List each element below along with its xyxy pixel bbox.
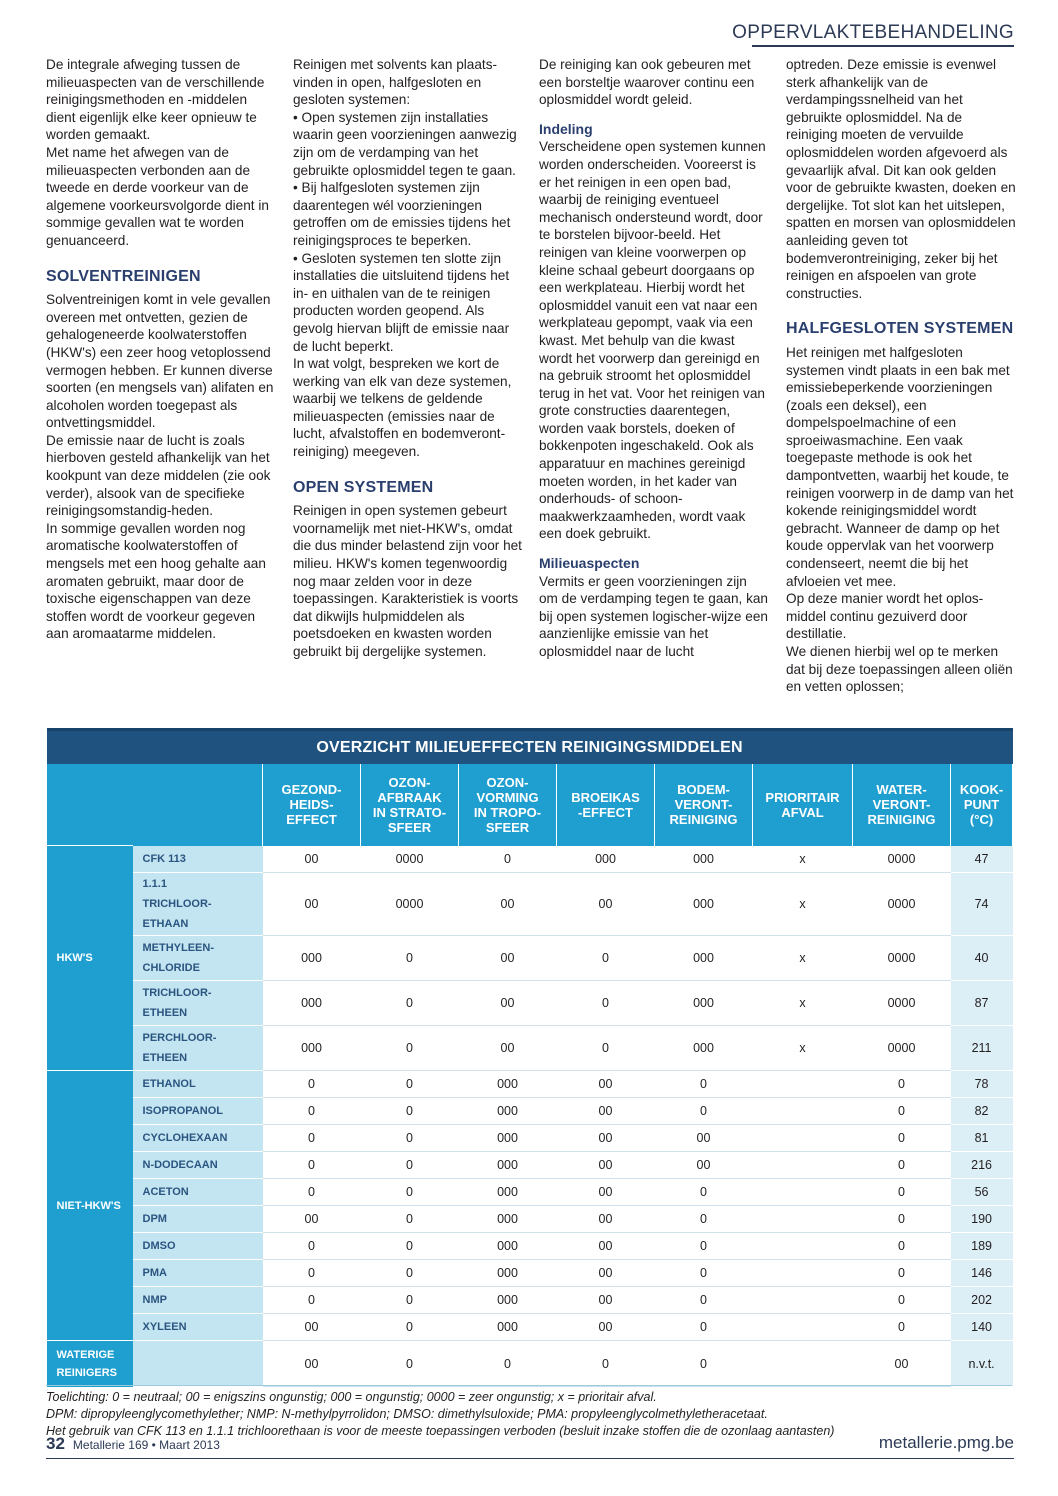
table-cell: 0000	[361, 846, 459, 873]
paragraph: De integrale afweging tussen de milieuaspecten van de verschillende reinigingsmethoden en -middelen dient eigenlijk elke keer opnieuw te worden gemaakt.	[46, 57, 265, 143]
table-cell: 00	[557, 1314, 655, 1341]
subheading-indeling: Indeling	[539, 120, 593, 137]
row-label-line: NMP	[142, 1294, 167, 1306]
column-header-line: PRIORITAIR	[765, 789, 840, 805]
table-cell: 0	[655, 1260, 753, 1287]
table-cell: 0	[263, 1260, 361, 1287]
column-header-line: (°C)	[969, 812, 994, 828]
table-cell: 000	[263, 936, 361, 981]
table-row	[47, 1287, 1013, 1314]
table-cell: 000	[459, 1071, 557, 1098]
table-cell: 0	[655, 1071, 753, 1098]
table-cell: 00	[557, 1125, 655, 1152]
table-cell: 0	[263, 1152, 361, 1179]
row-label-line: XYLEEN	[142, 1321, 187, 1333]
table-cell: 0000	[853, 873, 951, 936]
column-header	[557, 764, 655, 846]
table-cell: n.v.t.	[951, 1341, 1013, 1387]
row-label	[133, 846, 263, 873]
table-cell: 78	[951, 1071, 1013, 1098]
table-cell: 0	[557, 1341, 655, 1387]
table-row	[47, 1152, 1013, 1179]
table-cell: 000	[655, 1026, 753, 1071]
table-cell: 00	[263, 1314, 361, 1341]
table-cell: 0	[853, 1287, 951, 1314]
row-label	[133, 1026, 263, 1071]
table-cell: 0	[361, 981, 459, 1026]
table-cell: 211	[951, 1026, 1013, 1071]
table-cell: 00	[459, 873, 557, 936]
row-label-line: DPM	[142, 1213, 167, 1225]
column-header-line: KOOK-	[959, 782, 1004, 798]
table-row	[47, 936, 1013, 981]
column-header-line: AFBRAAK	[377, 789, 442, 805]
table-cell: 000	[655, 873, 753, 936]
table-cell	[753, 1341, 853, 1387]
column-header	[263, 764, 361, 846]
table-cell: 000	[557, 846, 655, 873]
paragraph: Vermits er geen voorzieningen zijn om de verdamping tegen te gaan, kan bij open systemen logischer-wijze een aanzienlijke emissie van het oplosmiddel naar de lucht	[539, 573, 768, 659]
table-cell: x	[753, 846, 853, 873]
table-title: OVERZICHT MILIEUEFFECTEN REINIGINGSMIDDELEN	[47, 730, 1013, 765]
paragraph: Verscheidene open systemen kunnen worden onderscheiden. Vooreerst is er het reinigen in een open bad, waarbij de reiniging eventueel mechanisch ondersteund wordt, door te borstelen bijvoor-beeld. Het reinigen van kleine voorwerpen op kleine schaal gebeurt doorgaans op een werkplateau. Hierbij wordt het oplosmiddel vanuit een vat naar een werkplateau gepompt, vaak via een kwast. Met behulp van die kwast wordt het voorwerp dan gereinigd en na gebruik stroomt het oplosmiddel terug in het vat. Voor het reinigen van grote constructies daarentegen, worden vaak borstels, doeken of bokkenpoten ingeschakeld. Ook als apparatuur en machines gereinigd moeten worden, in het kader van onderhouds- of schoon-maakwerkzaamheden, wordt vaak een doek gebruikt.	[539, 139, 766, 542]
table-cell	[753, 1206, 853, 1233]
row-label	[133, 1071, 263, 1098]
row-label-line: ETHEEN	[142, 1052, 188, 1064]
table-cell: 0	[853, 1152, 951, 1179]
column-header-line: SFEER	[485, 819, 530, 835]
table-body	[47, 846, 1013, 1387]
row-label-line: PERCHLOOR-	[142, 1032, 217, 1044]
paragraph: Het reinigen met halfgesloten systemen vindt plaats in een bak met emissiebeperkende voorzieningen (zoals een deksel), een dompelspoelmachine of een sproeiwasmachine. Een vaak toegepaste methode is ook het dampontvetten, waarbij het koude, te reinigen voorwerp in de damp van het kokende reinigingsmiddel wordt gebracht. Wanneer de damp op het koude oppervlak van het voorwerp condenseert, neemt die bij het afvloeien vet mee.	[786, 344, 1014, 589]
column-header-line: HEIDS-	[289, 797, 334, 813]
row-label-line: ETHAAN	[142, 918, 189, 930]
column-header	[753, 764, 853, 846]
footer-website-link[interactable]: metallerie.pmg.be	[878, 1433, 1014, 1452]
table-cell: 0	[557, 981, 655, 1026]
paragraph: In wat volgt, bespreken we kort de werking van elk van deze systemen, waarbij we telkens de geldende milieuaspecten (emissies naar de lucht, afvalstoffen en bodemveront-reiniging) meegeven.	[293, 356, 512, 460]
table-cell: 0	[853, 1071, 951, 1098]
table-cell: 74	[951, 873, 1013, 936]
row-group-label: HKW'S	[47, 846, 133, 1071]
table-cell: 000	[459, 1098, 557, 1125]
row-label	[133, 981, 263, 1026]
table-cell: 00	[557, 1260, 655, 1287]
table-cell	[753, 1314, 853, 1341]
heading-halfgesloten-systemen: HALFGESLOTEN SYSTEMEN	[786, 320, 1014, 338]
text-column-2	[293, 56, 523, 661]
table-cell: 00	[557, 1233, 655, 1260]
bullet-item: • Open systemen zijn installaties waarin geen voorzieningen aanwezig zijn om de verdamping van het gebruikte oplosmiddel tegen te gaan.	[293, 109, 517, 178]
header-blank	[47, 764, 263, 846]
table-cell: 000	[459, 1287, 557, 1314]
table-cell: 00	[557, 1071, 655, 1098]
column-header-line: OZON-	[388, 774, 431, 790]
column-header	[361, 764, 459, 846]
paragraph: Op deze manier wordt het oplos-middel continu gezuiverd door destillatie.	[786, 591, 984, 642]
table-cell: 216	[951, 1152, 1013, 1179]
table-cell: 000	[459, 1206, 557, 1233]
table-cell: 0	[263, 1071, 361, 1098]
column-header-line: VERONT-	[674, 797, 733, 813]
column-header-line: -EFFECT	[578, 804, 633, 820]
column-header-line: EFFECT	[286, 812, 337, 828]
footer-rule	[46, 1458, 1014, 1459]
column-header-line: BROEIKAS	[571, 789, 640, 805]
text-column-4	[786, 56, 1016, 696]
table-cell: 0000	[853, 936, 951, 981]
paragraph: Reinigen met solvents kan plaats-vinden in open, halfgesloten en gesloten systemen:	[293, 57, 498, 108]
row-label-line: PMA	[142, 1267, 167, 1279]
row-label-line: CHLORIDE	[142, 962, 200, 974]
column-header-line: IN TROPO-	[473, 804, 542, 820]
table-cell: 0	[263, 1179, 361, 1206]
table-cell: 00	[263, 1206, 361, 1233]
row-label	[133, 1287, 263, 1314]
table-cell: 000	[655, 846, 753, 873]
table-cell: 0	[361, 1314, 459, 1341]
table-cell: 000	[459, 1152, 557, 1179]
section-rule	[752, 45, 1014, 47]
table-cell: 0	[655, 1341, 753, 1387]
note-prohibition: Het gebruik van CFK 113 en 1.1.1 trichloorethaan is voor de meeste toepassingen verboden (besluit inzake stoffen die de ozonlaag aantasten)	[46, 1424, 835, 1438]
row-label	[133, 1233, 263, 1260]
row-label-line: TRICHLOOR-	[142, 898, 212, 910]
column-header-line: OZON-	[486, 774, 529, 790]
table-cell: 40	[951, 936, 1013, 981]
heading-open-systemen: OPEN SYSTEMEN	[293, 478, 434, 496]
table-cell: 000	[459, 1125, 557, 1152]
table-cell	[753, 1071, 853, 1098]
row-label-line: ACETON	[142, 1186, 189, 1198]
paragraph: Solventreinigen komt in vele gevallen overeen met ontvetten, gezien de gehalogeneerde koolwaterstoffen (HKW's) een zeer hoog vetoplossend vermogen hebben. Er kunnen diverse soorten (en mengsels van) alifaten en alcoholen worden toegepast als ontvettingsmiddel.	[46, 292, 274, 431]
text-column-3	[539, 56, 769, 661]
column-header-line: REINIGING	[669, 812, 738, 828]
table-row	[47, 1233, 1013, 1260]
table-cell: 0	[361, 936, 459, 981]
table-cell: 0	[655, 1098, 753, 1125]
table-row	[47, 846, 1013, 873]
table-cell: 0000	[853, 1026, 951, 1071]
table-row	[47, 1206, 1013, 1233]
table-cell: 0	[459, 846, 557, 873]
column-header-line: SFEER	[387, 819, 432, 835]
paragraph: Met name het afwegen van de milieuaspecten verbonden aan de tweede en derde voorkeur van de algemene voorkeursvolgorde dient in sommige gevallen wat te worden genuanceerd.	[46, 144, 269, 248]
row-label	[133, 1152, 263, 1179]
table-cell: 00	[557, 1179, 655, 1206]
row-label-line: CFK 113	[142, 852, 186, 865]
table-cell: 00	[557, 873, 655, 936]
table-cell	[753, 1179, 853, 1206]
row-label	[133, 1341, 263, 1387]
table-cell: 0	[361, 1287, 459, 1314]
table-cell: 0	[361, 1206, 459, 1233]
table-cell: x	[753, 936, 853, 981]
table-cell: 00	[557, 1206, 655, 1233]
text-column-1	[46, 56, 276, 643]
paragraph: De reiniging kan ook gebeuren met een borsteltje waarover continu een oplosmiddel wordt geleid.	[539, 57, 755, 108]
page-number: 32	[46, 1434, 65, 1453]
table-cell: 0000	[853, 846, 951, 873]
row-label-line: CYCLOHEXAAN	[142, 1132, 228, 1144]
table-cell: 00	[459, 981, 557, 1026]
table-cell: 000	[655, 981, 753, 1026]
table-cell: 000	[459, 1314, 557, 1341]
table-cell: 0	[655, 1233, 753, 1260]
bullet-item: • Gesloten systemen ten slotte zijn installaties die uitsluitend tijdens het in- en uithalen van de te reinigen producten worden geopend. Als gevolg hiervan blijft de emissie naar de lucht beperkt.	[293, 250, 510, 354]
table-cell: 140	[951, 1314, 1013, 1341]
row-label	[133, 1179, 263, 1206]
table-cell: 00	[557, 1287, 655, 1314]
table-cell: 0	[361, 1260, 459, 1287]
table-cell	[753, 1233, 853, 1260]
row-label	[133, 1125, 263, 1152]
table-cell	[753, 1152, 853, 1179]
table-cell: 00	[263, 873, 361, 936]
table-cell: 00	[655, 1125, 753, 1152]
table-cell: 0	[853, 1260, 951, 1287]
table-row	[47, 1098, 1013, 1125]
table-bottom-rule	[46, 1385, 1012, 1386]
row-label	[133, 1098, 263, 1125]
table-cell: 00	[459, 1026, 557, 1071]
column-header	[853, 764, 951, 846]
column-header-line: VORMING	[476, 789, 539, 805]
table-cell: 0	[263, 1098, 361, 1125]
table-cell: 0	[263, 1287, 361, 1314]
column-header-line: PUNT	[963, 797, 1000, 813]
footer-issue	[46, 1434, 220, 1454]
row-label	[133, 1260, 263, 1287]
table-cell: 00	[557, 1152, 655, 1179]
note-legend: Toelichting: 0 = neutraal; 00 = enigszins ongunstig; 000 = ongunstig; 0000 = zeer ongunstig; x = prioritair afval.	[46, 1390, 657, 1404]
row-label-line: DMSO	[142, 1240, 176, 1252]
table-cell: 0	[459, 1341, 557, 1387]
table-cell: 202	[951, 1287, 1013, 1314]
table-cell: 47	[951, 846, 1013, 873]
row-label	[133, 1314, 263, 1341]
column-header-line: GEZOND-	[281, 782, 342, 798]
table-cell	[753, 1260, 853, 1287]
row-group-label: WATERIGE REINIGERS	[47, 1341, 133, 1387]
table-cell: 0	[263, 1125, 361, 1152]
table-cell: 0	[853, 1233, 951, 1260]
table-cell: 56	[951, 1179, 1013, 1206]
table-cell: 0	[361, 1341, 459, 1387]
overview-table-wrapper	[46, 728, 1012, 1387]
table-cell: 0	[361, 1071, 459, 1098]
table-cell: 146	[951, 1260, 1013, 1287]
table-cell: x	[753, 1026, 853, 1071]
row-label	[133, 873, 263, 936]
table-cell: 00	[557, 1098, 655, 1125]
table-row	[47, 1071, 1013, 1098]
table-cell: 00	[655, 1152, 753, 1179]
table-cell: 0	[655, 1314, 753, 1341]
table-cell: 0	[853, 1314, 951, 1341]
table-cell: 00	[853, 1341, 951, 1387]
column-header-line: VERONT-	[872, 797, 931, 813]
table-row	[47, 873, 1013, 936]
table-cell: 82	[951, 1098, 1013, 1125]
column-header	[459, 764, 557, 846]
table-cell: 00	[459, 936, 557, 981]
table-cell	[753, 1125, 853, 1152]
row-label-line: ETHANOL	[142, 1078, 196, 1090]
note-abbreviations: DPM: dipropyleenglycomethylether; NMP: N-methylpyrrolidon; DMSO: dimethylsuloxide; PMA: propyleenglycolmethyletheracetaat.	[46, 1407, 768, 1421]
overview-table	[46, 728, 1013, 1387]
table-cell: 0	[557, 1026, 655, 1071]
table-row	[47, 1125, 1013, 1152]
heading-solventreinigen: SOLVENTREINIGEN	[46, 267, 201, 285]
table-cell: 00	[263, 1341, 361, 1387]
row-label	[133, 1206, 263, 1233]
row-label-line: ISOPROPANOL	[142, 1105, 223, 1117]
table-cell: 189	[951, 1233, 1013, 1260]
table-cell: x	[753, 873, 853, 936]
row-label-line: 1.1.1	[142, 878, 167, 890]
column-header-line: REINIGING	[867, 812, 936, 828]
table-cell: 0	[655, 1179, 753, 1206]
table-cell: 0	[655, 1206, 753, 1233]
paragraph: De emissie naar de lucht is zoals hierboven gesteld afhankelijk van het kookpunt van deze middelen (zie ook verder), alsook van de specifieke reinigingsomstandig-heden.	[46, 432, 271, 519]
table-cell: 0	[361, 1152, 459, 1179]
table-row	[47, 1341, 1013, 1387]
paragraph: In sommige gevallen worden nog aromatische koolwaterstoffen of mengsels met een hoog gehalte aan aromaten gebruikt, maar door de toxische eigenschappen van deze stoffen wordt de voorkeur gegeven aan aromaatarme middelen.	[46, 520, 266, 642]
table-row	[47, 981, 1013, 1026]
paragraph: optreden. Deze emissie is evenwel sterk afhankelijk van de verdampingssnelheid van het gebruikte oplosmiddel. Na de reiniging moeten de vervuilde oplosmiddelen worden afgevoerd als gevaarlijk afval. Dit kan ook gelden voor de gebruikte kwasten, doeken en dergelijke. Tot slot kan het uitslepen, spatten en morsen van oplosmiddelen aanleiding geven tot bodemverontreiniging, zeker bij het reinigen en afspoelen van grote constructies.	[786, 57, 1016, 301]
table-cell: 0	[853, 1125, 951, 1152]
paragraph: We dienen hierbij wel op te merken dat bij deze toepassingen alleen oliën en vetten oplossen;	[786, 644, 1013, 695]
table-cell: x	[753, 981, 853, 1026]
table-cell: 190	[951, 1206, 1013, 1233]
section-title: OPPERVLAKTEBEHANDELING	[732, 22, 1014, 43]
table-cell	[753, 1098, 853, 1125]
column-header-line: WATER-	[876, 782, 927, 798]
table-cell: 0	[263, 1233, 361, 1260]
subheading-milieuaspecten: Milieuaspecten	[539, 555, 640, 572]
row-label-line: ETHEEN	[142, 1007, 188, 1019]
column-header-line: AFVAL	[781, 804, 824, 820]
row-label-line: METHYLEEN-	[142, 942, 214, 954]
table-cell: 87	[951, 981, 1013, 1026]
table-cell: 0	[361, 1125, 459, 1152]
table-cell: 0000	[361, 873, 459, 936]
table-cell: 000	[459, 1233, 557, 1260]
row-group-label: NIET-HKW'S	[47, 1071, 133, 1341]
table-cell: 0000	[853, 981, 951, 1026]
table-cell	[753, 1287, 853, 1314]
column-header	[951, 764, 1013, 846]
row-label	[133, 936, 263, 981]
row-label-line: TRICHLOOR-	[142, 987, 212, 999]
table-cell: 000	[459, 1179, 557, 1206]
table-cell: 0	[361, 1233, 459, 1260]
column-header-line: IN STRATO-	[372, 804, 447, 820]
table-cell: 0	[853, 1179, 951, 1206]
table-cell: 000	[459, 1260, 557, 1287]
issue-info: Metallerie 169 • Maart 2013	[72, 1438, 220, 1452]
bullet-item: • Bij halfgesloten systemen zijn daarentegen wél voorzieningen getroffen om de emissies tijdens het reinigingsproces te beperken.	[293, 180, 511, 248]
table-cell: 0	[361, 1098, 459, 1125]
table-row	[47, 1026, 1013, 1071]
table-cell: 000	[655, 936, 753, 981]
table-row	[47, 1179, 1013, 1206]
table-cell: 00	[263, 846, 361, 873]
table-cell: 0	[853, 1206, 951, 1233]
table-cell: 0	[361, 1179, 459, 1206]
paragraph: Reinigen in open systemen gebeurt voornamelijk met niet-HKW's, omdat die dus minder belastend zijn voor het milieu. HKW's komen tegenwoordig nog maar zelden voor in deze toepassingen. Karakteristiek is voorts dat dikwijls hulpmiddelen als poetsdoeken en kwasten worden gebruikt bij dergelijke systemen.	[293, 503, 522, 659]
table-cell: 000	[263, 981, 361, 1026]
table-row	[47, 1260, 1013, 1287]
table-cell: 0	[361, 1026, 459, 1071]
row-label-line: N-DODECAAN	[142, 1159, 218, 1171]
table-cell: 81	[951, 1125, 1013, 1152]
table-cell: 000	[263, 1026, 361, 1071]
column-header	[655, 764, 753, 846]
column-header-line: BODEM-	[677, 782, 730, 798]
table-cell: 0	[655, 1287, 753, 1314]
table-cell: 0	[557, 936, 655, 981]
table-row	[47, 1314, 1013, 1341]
table-cell: 0	[853, 1098, 951, 1125]
